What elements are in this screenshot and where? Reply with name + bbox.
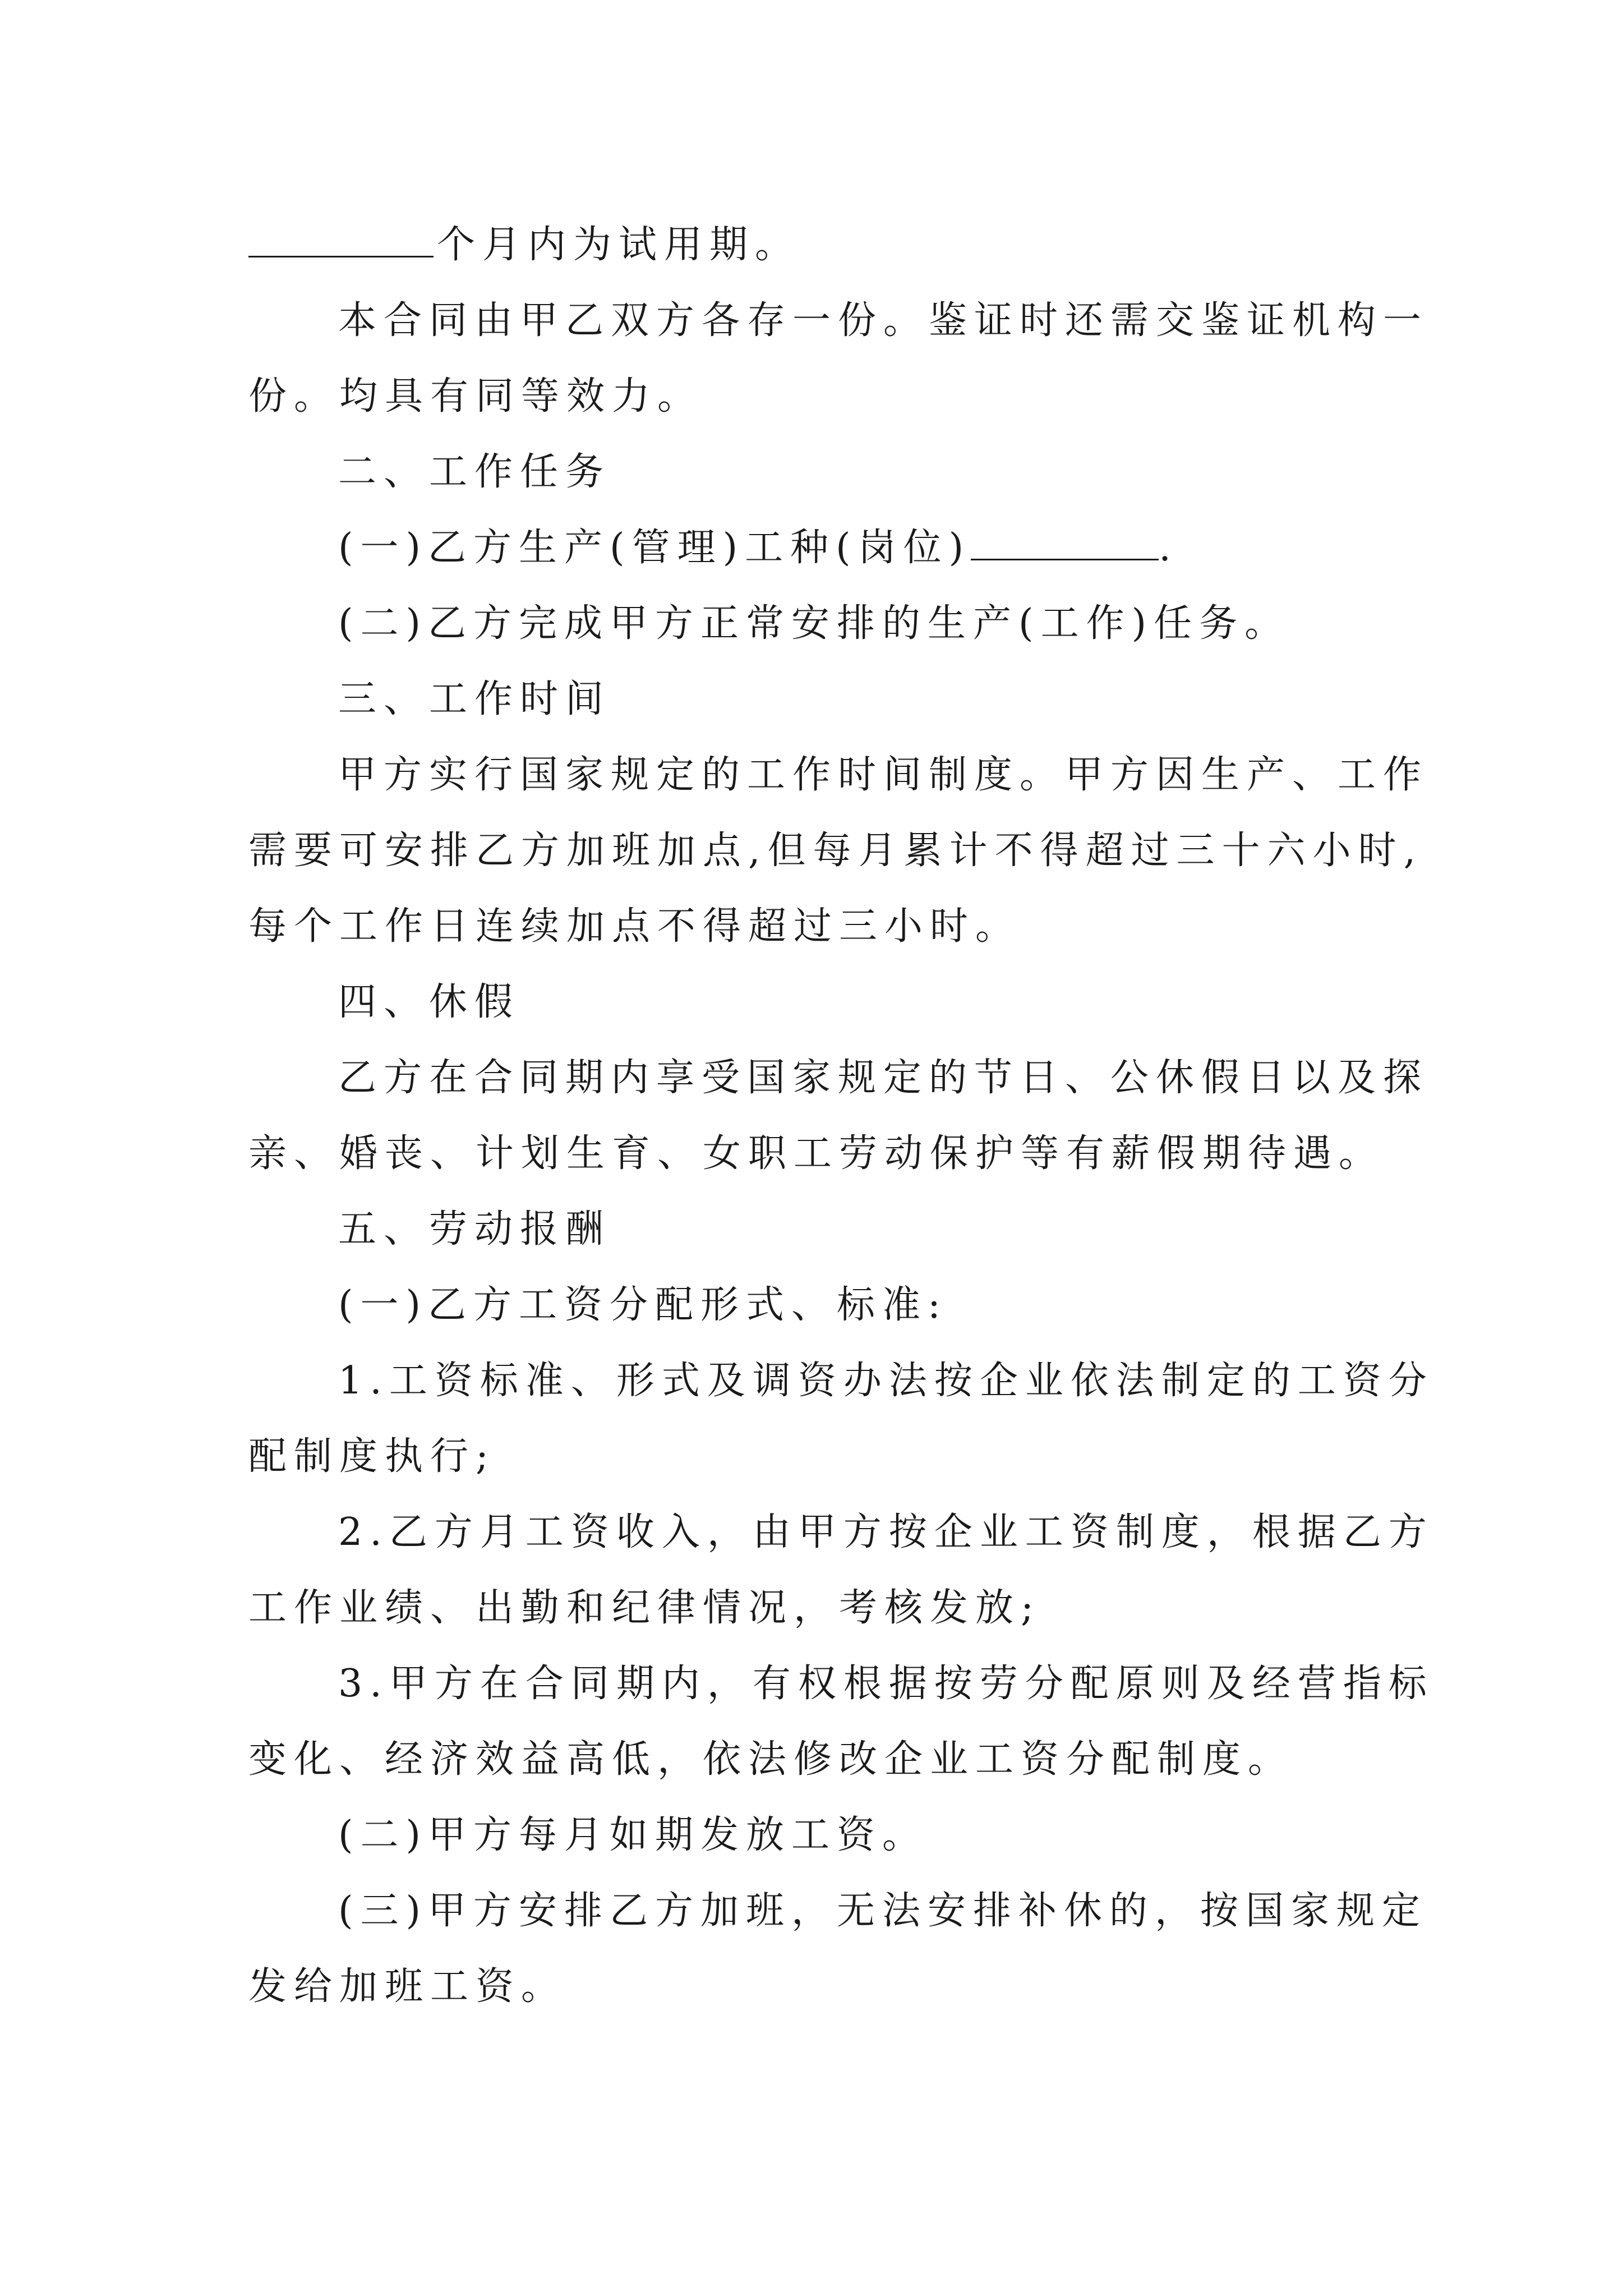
text-line: 2.乙方月工资收入，由甲方按企业工资制度，根据乙方 (338, 1510, 1434, 1554)
text-line: 本合同由甲乙双方各存一份。鉴证时还需交鉴证机构一 (338, 298, 1429, 343)
blank-field (971, 525, 1159, 560)
text-line: . (1159, 526, 1178, 570)
job-type-line (338, 523, 1178, 573)
text-line: 个月内为试用期。 (437, 223, 801, 267)
text-line: 需要可安排乙方加班加点,但每月累计不得超过三十六小时, (248, 829, 1423, 873)
section-heading: 五、劳动报酬 (338, 1207, 611, 1251)
probation-line (248, 220, 800, 270)
section-heading: 二、工作任务 (338, 450, 611, 494)
text-line: (一)乙方生产(管理)工种(岗位) (338, 526, 971, 570)
text-line: 发给加班工资。 (248, 1964, 567, 2009)
text-line: (三)甲方安排乙方加班，无法安排补休的，按国家规定 (338, 1889, 1428, 1933)
text-line: 工作业绩、出勤和纪律情况，考核发放; (248, 1586, 1041, 1630)
text-line: 每个工作日连续加点不得超过三小时。 (248, 904, 1021, 949)
text-line: (二)乙方完成甲方正常安排的生产(工作)任务。 (338, 601, 1290, 646)
blank-field (248, 222, 434, 257)
text-line: 配制度执行; (248, 1434, 496, 1479)
text-line: (二)甲方每月如期发放工资。 (338, 1813, 928, 1857)
text-line: 变化、经济效益高低，依法修改企业工资分配制度。 (248, 1737, 1294, 1782)
text-line: 份。均具有同等效力。 (248, 374, 703, 418)
text-line: 3.甲方在合同期内，有权根据按劳分配原则及经营指标 (338, 1662, 1434, 1706)
text-line: 乙方在合同期内享受国家规定的节日、公休假日以及探 (338, 1056, 1429, 1100)
section-heading: 四、休假 (338, 980, 520, 1024)
section-heading: 三、工作时间 (338, 677, 611, 721)
text-line: 1.工资标准、形式及调资办法按企业依法制定的工资分 (338, 1359, 1434, 1403)
text-line: (一)乙方工资分配形式、标准: (338, 1283, 948, 1327)
text-line: 亲、婚丧、计划生育、女职工劳动保护等有薪假期待遇。 (248, 1131, 1385, 1176)
text-line: 甲方实行国家规定的工作时间制度。甲方因生产、工作 (338, 753, 1429, 797)
